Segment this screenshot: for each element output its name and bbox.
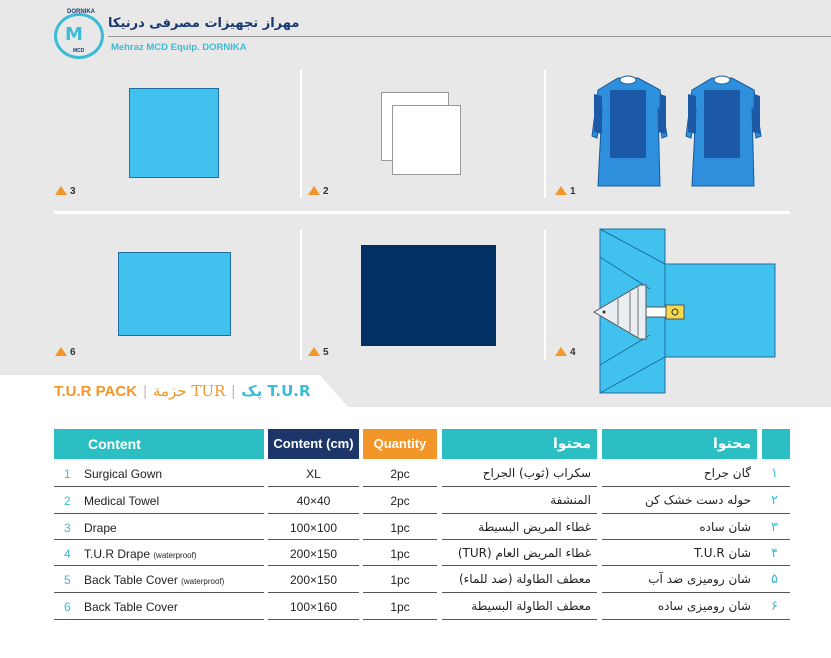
logo-bottom-text: MCD bbox=[73, 48, 85, 54]
row-divider bbox=[54, 619, 264, 620]
row-divider bbox=[54, 513, 264, 514]
header-content-cm: Content (cm) bbox=[268, 429, 359, 459]
waterproof-cover-illustration bbox=[361, 245, 496, 346]
logo-monogram: M bbox=[65, 24, 83, 45]
brand-name-en: Mehraz MCD Equip. DORNIKA bbox=[111, 42, 247, 53]
item-name-ar: معطف الطاولة البسيطة bbox=[471, 599, 591, 613]
item-name-fa: گان جراح bbox=[703, 466, 751, 480]
item-name-ar: غطاء المريض البسيطة bbox=[478, 520, 591, 534]
pack-title-tab-corner bbox=[320, 375, 348, 407]
triangle-marker-icon bbox=[308, 347, 320, 356]
row-divider bbox=[54, 539, 264, 540]
row-divider bbox=[363, 513, 437, 514]
row-number-fa: ۵ bbox=[771, 572, 778, 587]
triangle-marker-icon bbox=[55, 186, 67, 195]
item-name-ar: معطف الطاولة (ضد للماء) bbox=[458, 572, 591, 586]
row-divider bbox=[54, 486, 264, 487]
item-name-fa: شان رومیزی ضد آب bbox=[648, 572, 751, 586]
brand-divider bbox=[108, 36, 831, 37]
grid-divider bbox=[54, 211, 790, 214]
header-index bbox=[762, 429, 790, 459]
item-quantity: 1pc bbox=[390, 547, 410, 561]
item-name: Medical Towel bbox=[84, 494, 160, 508]
gown-icon bbox=[592, 76, 667, 186]
header-quantity: Quantity bbox=[363, 429, 437, 459]
row-divider bbox=[602, 486, 790, 487]
row-divider bbox=[268, 513, 359, 514]
pack-title: T.U.R PACK | حزمة TUR | پک T.U.R bbox=[54, 382, 311, 400]
triangle-marker-icon bbox=[555, 186, 567, 195]
item-size: 100×100 bbox=[289, 521, 338, 535]
item-name: Drape bbox=[84, 521, 117, 535]
item-number-3: 3 bbox=[55, 186, 76, 197]
towel-illustration bbox=[392, 105, 461, 175]
pack-title-en: T.U.R PACK bbox=[54, 383, 138, 400]
grid-divider bbox=[300, 230, 302, 360]
row-divider bbox=[268, 486, 359, 487]
item-name-fa: شان رومیزی ساده bbox=[657, 599, 751, 613]
triangle-marker-icon bbox=[55, 347, 67, 356]
triangle-marker-icon bbox=[308, 186, 320, 195]
row-divider bbox=[602, 539, 790, 540]
row-divider bbox=[54, 592, 264, 593]
row-number: 3 bbox=[64, 521, 71, 535]
row-divider bbox=[363, 539, 437, 540]
item-quantity: 2pc bbox=[390, 467, 410, 481]
item-name-ar: المنشفة bbox=[550, 493, 591, 507]
row-divider bbox=[442, 513, 597, 514]
row-number-fa: ۱ bbox=[771, 466, 778, 481]
row-divider bbox=[363, 486, 437, 487]
item-number-5: 5 bbox=[308, 347, 329, 358]
row-number: 2 bbox=[64, 494, 71, 508]
item-name-fa: حوله دست خشک کن bbox=[644, 493, 751, 507]
tur-drape-illustration bbox=[590, 227, 780, 395]
item-size: 200×150 bbox=[289, 573, 338, 587]
item-number-4: 4 bbox=[555, 347, 576, 358]
brand-name-fa: مهراز تجهیزات مصرفی درنیکا bbox=[108, 16, 300, 31]
row-number-fa: ۳ bbox=[771, 520, 778, 535]
grid-divider bbox=[544, 230, 546, 360]
row-divider bbox=[268, 565, 359, 566]
item-quantity: 1pc bbox=[390, 573, 410, 587]
row-number: 1 bbox=[64, 467, 71, 481]
row-divider bbox=[602, 592, 790, 593]
row-divider bbox=[363, 565, 437, 566]
header-content: Content bbox=[54, 429, 264, 459]
grid-divider bbox=[300, 70, 302, 198]
row-number-fa: ۲ bbox=[771, 493, 778, 508]
item-name: Surgical Gown bbox=[84, 467, 163, 481]
item-name: Back Table Cover (waterproof) bbox=[84, 573, 225, 587]
item-name-ar: غطاء المريض العام (TUR) bbox=[457, 546, 591, 560]
header-ar: محتوا bbox=[442, 429, 597, 459]
triangle-marker-icon bbox=[555, 347, 567, 356]
logo-top-text: DORNIKA bbox=[67, 9, 95, 15]
row-number: 5 bbox=[64, 573, 71, 587]
surgical-gown-illustration bbox=[590, 74, 770, 192]
row-divider bbox=[442, 539, 597, 540]
row-divider bbox=[602, 565, 790, 566]
pack-title-fa: پک T.U.R bbox=[241, 382, 311, 400]
row-divider bbox=[442, 486, 597, 487]
item-size: 40×40 bbox=[296, 494, 331, 508]
gown-icon bbox=[686, 76, 761, 186]
row-divider bbox=[363, 619, 437, 620]
item-size: 100×160 bbox=[289, 600, 338, 614]
item-number-2: 2 bbox=[308, 186, 329, 197]
pack-title-ar: حزمة TUR bbox=[152, 382, 226, 400]
row-divider bbox=[268, 539, 359, 540]
item-name-ar: سكراب (ثوب) الجراح bbox=[482, 466, 591, 480]
item-quantity: 2pc bbox=[390, 494, 410, 508]
item-name-fa: شان ساده bbox=[699, 520, 751, 534]
row-divider bbox=[442, 565, 597, 566]
back-table-cover-illustration bbox=[118, 252, 231, 336]
row-divider bbox=[268, 592, 359, 593]
row-divider bbox=[54, 565, 264, 566]
row-number: 6 bbox=[64, 600, 71, 614]
row-divider bbox=[602, 619, 790, 620]
item-quantity: 1pc bbox=[390, 521, 410, 535]
item-number-1: 1 bbox=[555, 186, 576, 197]
item-size: XL bbox=[306, 467, 321, 481]
item-name: Back Table Cover bbox=[84, 600, 178, 614]
row-number-fa: ۶ bbox=[771, 599, 778, 614]
item-size: 200×150 bbox=[289, 547, 338, 561]
row-number: 4 bbox=[64, 547, 71, 561]
item-quantity: 1pc bbox=[390, 600, 410, 614]
header-fa: محتوا bbox=[602, 429, 757, 459]
row-divider bbox=[442, 592, 597, 593]
item-name-fa: شان T.U.R bbox=[694, 546, 751, 560]
item-name: T.U.R Drape (waterproof) bbox=[84, 547, 197, 561]
row-divider bbox=[268, 619, 359, 620]
drape-illustration bbox=[129, 88, 219, 178]
item-number-6: 6 bbox=[55, 347, 76, 358]
row-divider bbox=[602, 513, 790, 514]
row-divider bbox=[363, 592, 437, 593]
grid-divider bbox=[544, 70, 546, 198]
row-divider bbox=[442, 619, 597, 620]
row-number-fa: ۴ bbox=[771, 546, 778, 561]
